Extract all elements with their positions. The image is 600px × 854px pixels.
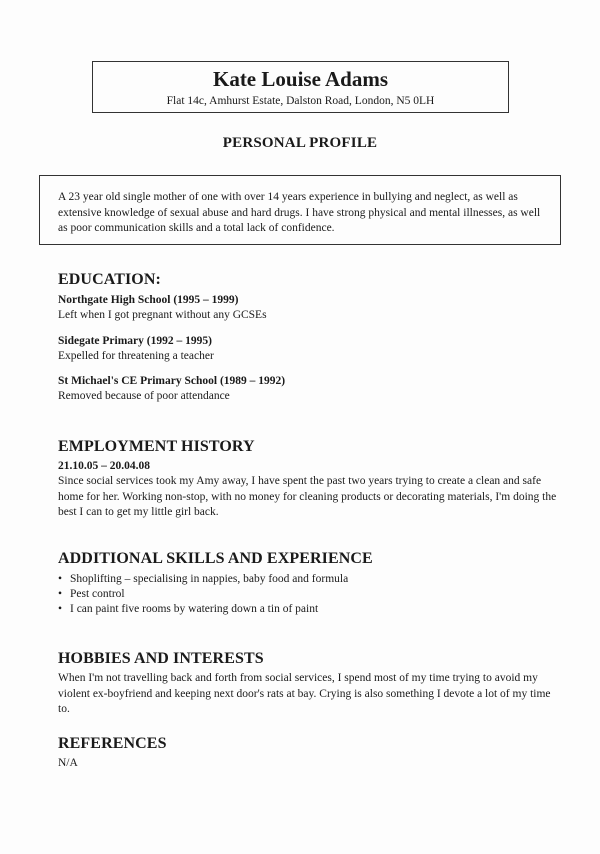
candidate-address: Flat 14c, Amhurst Estate, Dalston Road, London, N5 0LH	[166, 95, 435, 107]
list-item: • I can paint five rooms by watering down a tin of paint	[58, 603, 319, 615]
references-heading: REFERENCES	[58, 735, 167, 752]
education-school: Northgate High School (1995 – 1999)	[58, 294, 239, 306]
education-school: St Michael's CE Primary School (1989 – 1992)	[58, 375, 286, 387]
hobbies-section	[58, 649, 558, 718]
education-school: Sidegate Primary (1992 – 1995)	[58, 334, 212, 347]
education-note: Removed because of poor attendance	[58, 390, 230, 402]
bullet-icon: •	[58, 588, 63, 600]
employment-heading: EMPLOYMENT HISTORY	[58, 438, 255, 455]
education-note: Left when I got pregnant without any GCSEs	[58, 309, 267, 321]
bullet-icon: •	[58, 573, 63, 585]
skills-list	[58, 572, 558, 617]
hobbies-text: When I'm not travelling back and forth from social services, I spend most of my time trying to avoid my violent ex-boyfriend and keeping next door's rats at bay. Crying is also something I devote a lot of my time to.	[58, 672, 551, 715]
hobbies-heading: HOBBIES AND INTERESTS	[58, 650, 264, 667]
education-note: Expelled for threatening a teacher	[58, 349, 214, 362]
list-item: • Pest control	[58, 588, 125, 600]
employment-dates: 21.10.05 – 20.04.08	[58, 460, 150, 472]
education-section	[58, 270, 558, 405]
skills-section	[58, 549, 558, 617]
references-text: N/A	[58, 757, 78, 769]
references-section	[58, 734, 558, 772]
list-item: • Shoplifting – specialising in nappies, baby food and formula	[58, 573, 349, 585]
profile-box	[39, 175, 561, 245]
education-heading: EDUCATION:	[58, 271, 161, 288]
employment-section	[58, 437, 558, 521]
employment-text: Since social services took my Amy away, I have spent the past two years trying to create a clean and safe home for her. Working non-stop, with no money for cleaning products or decorating materials, I'm doing the best I can to get my little girl back.	[58, 475, 557, 518]
profile-heading: PERSONAL PROFILE	[222, 135, 378, 151]
bullet-icon: •	[58, 603, 63, 615]
profile-text: A 23 year old single mother of one with over 14 years experience in bullying and neglect, as well as extensive knowledge of sexual abuse and hard drugs. I have strong physical and mental illnesses, as well as poor communication skills and a total lack of confidence.	[58, 191, 541, 234]
skills-heading: ADDITIONAL SKILLS AND EXPERIENCE	[58, 550, 373, 567]
candidate-name: Kate Louise Adams	[212, 67, 388, 91]
header-box	[92, 61, 509, 113]
